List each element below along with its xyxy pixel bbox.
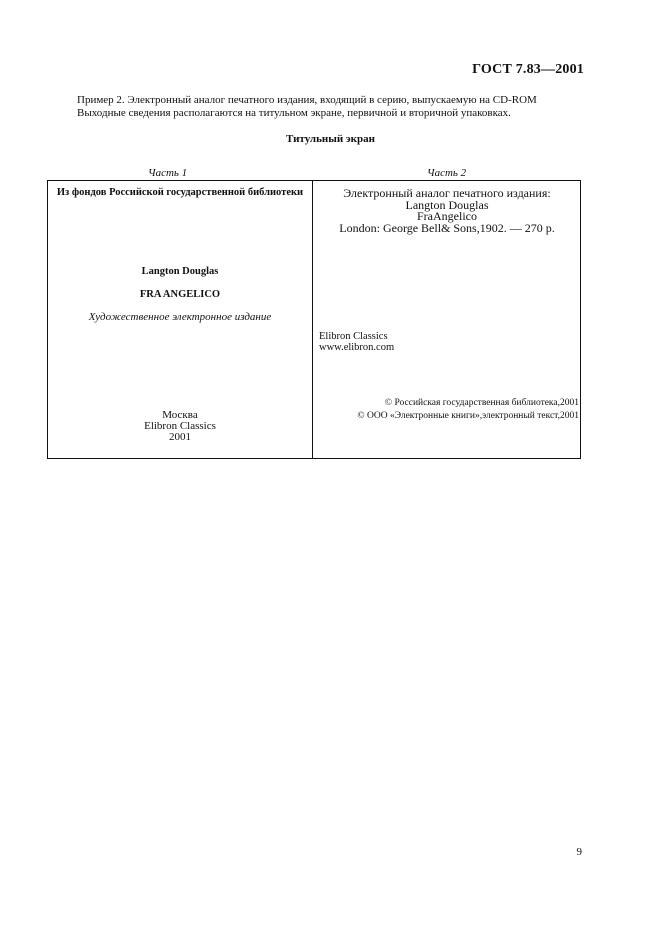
edition-type: Художественное электронное издание (88, 311, 272, 323)
analog-title: FraAngelico (417, 209, 477, 223)
imprint (48, 410, 312, 443)
part-2-label: Часть 2 (427, 167, 467, 179)
publisher-url: www.elibron.com (319, 342, 395, 353)
analog-heading: Электронный аналог печатного издания: (343, 186, 551, 200)
print-analog-info (313, 188, 581, 234)
page-number: 9 (576, 846, 582, 858)
imprint-city: Москва (162, 409, 198, 421)
fund-source: Из фондов Российской государственной библиотеки (56, 187, 304, 198)
imprint-publisher: Elibron Classics (144, 420, 216, 432)
author-name: Langton Douglas (141, 266, 219, 277)
screen-title: Титульный экран (286, 133, 375, 145)
analog-author: Langton Douglas (405, 197, 489, 212)
imprint-year: 2001 (169, 431, 191, 443)
analog-imprint: London: George Bell& Sons,1902. — 270 p. (339, 220, 555, 235)
intro-text (77, 94, 597, 120)
publisher-name: Elibron Classics (319, 331, 388, 342)
intro-line-2: Выходные сведения располагаются на титульном экране, первичной и вторичной упаковках. (77, 107, 511, 119)
copyright-line: © ООО «Электронные книги»,электронный текст,2001 (357, 411, 579, 421)
intro-line-1: Пример 2. Электронный аналог печатного издания, входящий в серию, выпускаемую на CD-ROM (77, 94, 537, 106)
part-1-label: Часть 1 (148, 167, 188, 179)
standard-code: ГОСТ 7.83—2001 (472, 62, 584, 77)
copyright-block (357, 397, 579, 423)
copyright-line: © Российская государственная библиотека,2001 (384, 398, 579, 408)
work-title: FRA ANGELICO (139, 289, 221, 300)
publisher-info (319, 331, 394, 353)
